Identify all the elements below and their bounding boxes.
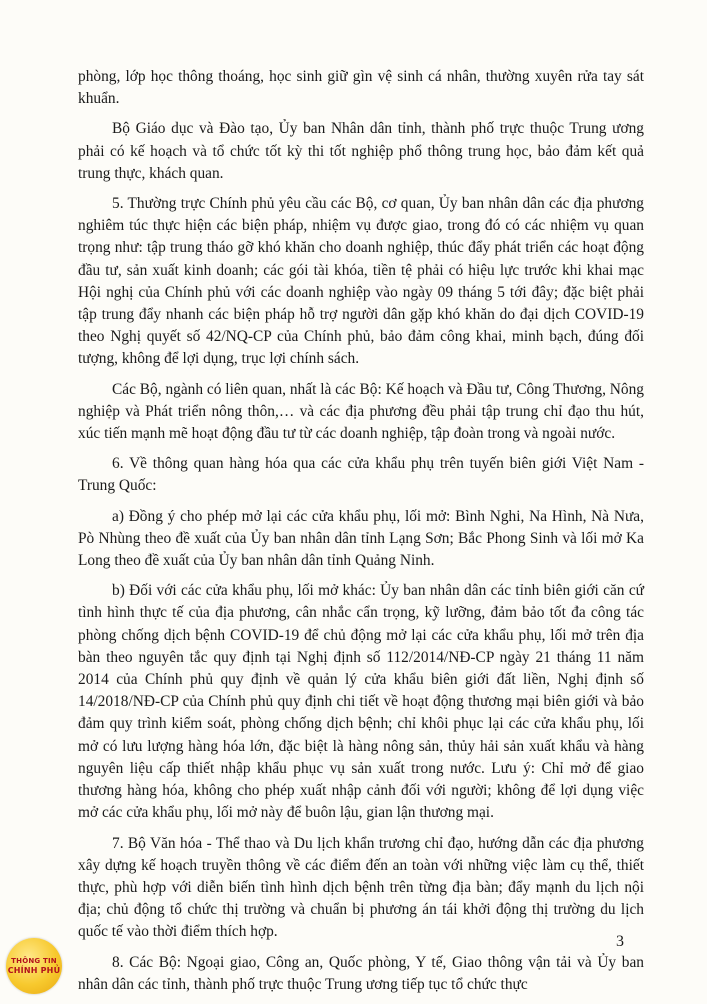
thong-tin-chinh-phu-logo (6, 938, 62, 994)
paragraph: Các Bộ, ngành có liên quan, nhất là các Bộ: Kế hoạch và Đầu tư, Công Thương, Nông nghiệp và Phát triển nông thôn,… và các địa phương đều phải tập trung chỉ đạo thu hút, xúc tiến mạnh mẽ hoạt động đầu tư từ các doanh nghiệp, tập đoàn trong và ngoài nước. (78, 380, 644, 443)
paragraph: phòng, lớp học thông thoáng, học sinh giữ gìn vệ sinh cá nhân, thường xuyên rửa tay sát khuẩn. (78, 68, 644, 108)
logo-line-2: CHÍNH PHỦ (7, 965, 61, 975)
page-number: 3 (616, 933, 624, 950)
paragraph: b) Đối với các cửa khẩu phụ, lối mở khác: Ủy ban nhân dân các tỉnh biên giới căn cứ tình hình thực tế của địa phương, cân nhắc cẩn trọng, kỹ lưỡng, đảm bảo tốt đa công tác phòng chống dịch bệnh COVID-19 để chủ động mở lại các cửa khẩu phụ, lối mở trên địa bàn theo nguyên tắc quy định tại Nghị định số 112/2014/NĐ-CP ngày 21 tháng 11 năm 2014 của Chính phủ quy định về quản lý cửa khẩu biên giới đất liền, Nghị định số 14/2018/NĐ-CP của Chính phủ quy định chi tiết về hoạt động thương mại biên giới và bảo đảm quy trình kiểm soát, phòng chống dịch bệnh; chỉ khôi phục lại các cửa khẩu phụ, lối mở có lưu lượng hàng hóa lớn, đặc biệt là hàng nông sản, thủy hải sản xuất khẩu và hàng nguyên liệu cấp thiết nhập khẩu phục vụ sản xuất trong nước. Lưu ý: Chỉ mở để giao thương hàng hóa, không cho phép xuất nhập cảnh đối với người; không để lợi dụng việc mở các cửa khẩu phụ, lối mở này để buôn lậu, gian lận thương mại. (78, 582, 644, 822)
paragraph: 7. Bộ Văn hóa - Thể thao và Du lịch khẩn trương chỉ đạo, hướng dẫn các địa phương xây dựng kế hoạch truyền thông về các điểm đến an toàn với những việc làm cụ thể, thiết thực, phù hợp với diễn biến tình hình dịch bệnh trên từng địa bàn; đẩy mạnh du lịch nội địa; chủ động tổ chức thị trường và chuẩn bị phương án tái khởi động thị trường du lịch quốc tế vào thời điểm thích hợp. (78, 834, 644, 941)
paragraph: 6. Về thông quan hàng hóa qua các cửa khẩu phụ trên tuyến biên giới Việt Nam - Trung Quốc: (78, 455, 644, 495)
paragraph: 5. Thường trực Chính phủ yêu cầu các Bộ, cơ quan, Ủy ban nhân dân các địa phương nghiêm túc thực hiện các biện pháp, nhiệm vụ được giao, trong đó có các nhiệm vụ quan trọng như: tập trung tháo gỡ khó khăn cho doanh nghiệp, thúc đẩy phát triển các hoạt động đầu tư, sản xuất kinh doanh; các gói tài khóa, tiền tệ phải có hiệu lực trước khi khai mạc Hội nghị của Chính phủ với các doanh nghiệp vào ngày 09 tháng 5 tới đây; đặc biệt phải tập trung đẩy nhanh các biện pháp hỗ trợ người dân gặp khó khăn do đại dịch COVID-19 theo Nghị quyết số 42/NQ-CP của Chính phủ, bảo đảm công khai, minh bạch, đúng đối tượng, không để lợi dụng, trục lợi chính sách. (78, 195, 644, 368)
paragraph: Bộ Giáo dục và Đào tạo, Ủy ban Nhân dân tỉnh, thành phố trực thuộc Trung ương phải có kế hoạch và tổ chức tốt kỳ thi tốt nghiệp phổ thông trung học, bảo đảm kết quả trung thực, khách quan. (78, 120, 644, 182)
logo-line-1: THÔNG TIN (11, 956, 57, 965)
document-body (78, 66, 644, 1004)
paragraph: 8. Các Bộ: Ngoại giao, Công an, Quốc phòng, Y tế, Giao thông vận tải và Ủy ban nhân dân các tỉnh, thành phố trực thuộc Trung ương tiếp tục tổ chức thực (78, 953, 644, 993)
paragraph: a) Đồng ý cho phép mở lại các cửa khẩu phụ, lối mở: Bình Nghi, Na Hình, Nà Nưa, Pò Nhùng theo đề xuất của Ủy ban nhân dân tỉnh Lạng Sơn; Bắc Phong Sinh và lối mở Ka Long theo đề xuất của Ủy ban nhân dân tỉnh Quảng Ninh. (78, 507, 644, 570)
